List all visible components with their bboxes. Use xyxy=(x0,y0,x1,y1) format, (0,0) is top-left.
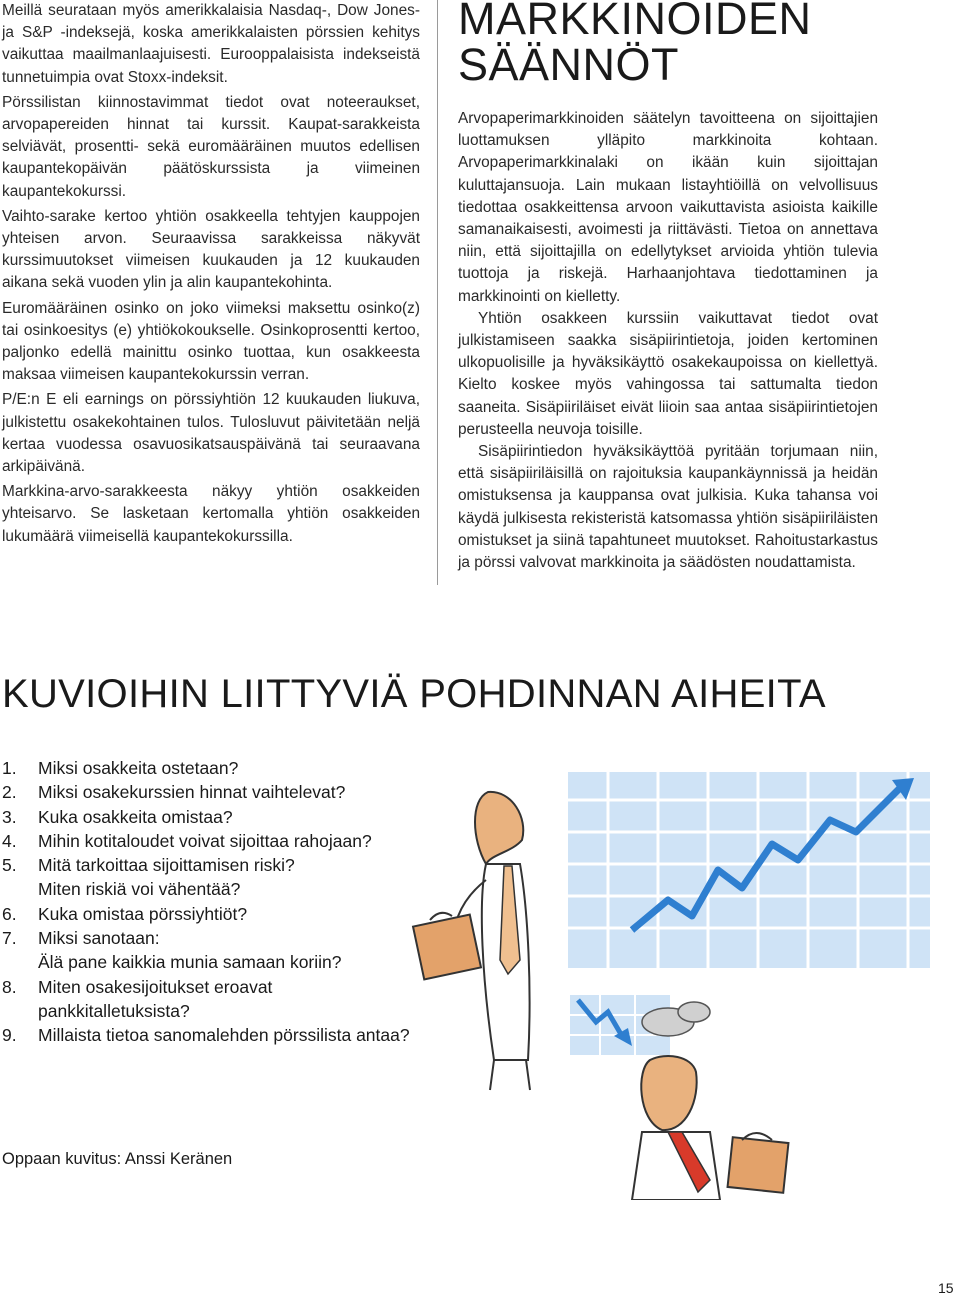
right-column-text xyxy=(458,0,878,574)
illustration-credit: Oppaan kuvitus: Anssi Keränen xyxy=(2,1150,233,1168)
list-item: 6. Kuka omistaa pörssiyhtiöt? xyxy=(2,903,248,924)
paragraph: Arvopaperimarkkinoiden säätelyn tavoitteena on sijoittajien luottamuksen ylläpito markkinoita kohtaan. Arvopaperimarkkinalaki on ikään kuin sijoittajan kuluttajansuoja. Lain mukaan listayhtiöillä on velvollisuus tiedottaa osakkeittensa arvoon vaikuttavista asioista kaikille samanaikaisesti, avoimesti ja riittävästi. Tietoa on annettava niin, että sijoittajilla on edellytykset arvioida yhtiön tulevia tuottoja ja riskejä. Harhaanjohtava tiedottaminen ja markkinointi on kielletty. xyxy=(458,110,878,305)
list-item-continuation: pankkitalletuksista? xyxy=(38,1000,190,1021)
section-title-line-1: MARKKINOIDEN xyxy=(458,0,812,44)
list-item: 9. Millaista tietoa sanomalehden pörssilista antaa? xyxy=(2,1025,410,1046)
paragraph: Euromääräinen osinko on joko viimeksi maksettu osinko(z) tai osinkoesitys (e) yhtiökokoukselle. Osinkoprosentti kertoo, paljonko edellä mainittu osinko tuottaa, kun osakkeesta maksaa viimeisen kaupantekokurssin verran. xyxy=(2,299,420,384)
paragraph: Yhtiön osakkeen kurssiin vaikuttavat tiedot ovat julkistamiseen saakka sisäpiirintietoja, joiden kertominen ulkopuolisille ja hyväksikäyttö osakekaupoissa on kiellettyä. Kielto koskee myös vahingossa tai sattumalta tiedon saaneita. Sisäpiiriläiset eivät liioin saa antaa sisäpiirintietojen perusteella neuvoja toisille. xyxy=(458,309,878,438)
section-title xyxy=(458,0,878,88)
list-item: 1. Miksi osakkeita ostetaan? xyxy=(2,758,239,778)
investors-illustration xyxy=(400,760,940,1200)
paragraph: P/E:n E eli earnings on pörssiyhtiön 12 kuukauden liukuva, julkistettu osakekohtainen tulos. Tulosluvut päivitetään neljä kertaa vuodessa osavuosikatsauspäivänä tai seuraavana arkipäivänä. xyxy=(2,391,420,476)
list-item: 4. Mihin kotitaloudet voivat sijoittaa rahojaan? xyxy=(2,830,372,851)
list-item: 7. Miksi sanotaan: xyxy=(2,928,160,949)
paragraph: Markkina-arvo-sarakkeesta näkyy yhtiön osakkeiden yhteisarvo. Se lasketaan kertomalla yhtiön osakkeiden lukumäärä viimeisellä kaupantekokurssilla. xyxy=(2,483,420,545)
section-title-line-2: SÄÄNNÖT xyxy=(458,39,680,90)
paragraph: Meillä seurataan myös amerikkalaisia Nasdaq-, Dow Jones- ja S&P -indeksejä, koska amerikkalaisten pörssien kehitys vaikuttaa maailmanlaajuisesti. Eurooppalaisista indekseistä tunnetuimpia ovat Stoxx-indeksit. xyxy=(2,2,420,86)
worried-investor-figure xyxy=(632,1002,788,1200)
list-item: 5. Mitä tarkoittaa sijoittamisen riski? xyxy=(2,855,295,876)
list-item-continuation: Miten riskiä voi vähentää? xyxy=(38,879,241,900)
list-item-continuation: Älä pane kaikkia munia samaan koriin? xyxy=(38,952,342,973)
paragraph: Pörssilistan kiinnostavimmat tiedot ovat noteeraukset, arvopapereiden hinnat tai kurssit. Kaupat-sarakkeista selviävät, prosentti- sekä euromääräinen muutos edellisen kaupantekopäivän päätöskurssista ja viimeinen kaupantekokurssi. xyxy=(2,93,420,200)
questions-heading: KUVIOIHIN LIITTYVIÄ POHDINNAN AIHEITA xyxy=(2,672,826,716)
happy-investor-figure xyxy=(413,792,530,1090)
paragraph: Vaihto-sarake kertoo yhtiön osakkeella tehtyjen kauppojen yhteisen arvon. Seuraavissa sarakkeissa näkyvät kurssimuutokset viimeisen kuukauden ja 12 kuukauden aikana sekä vuoden ylin ja alin kaupantekohinta. xyxy=(2,207,420,292)
list-item: 3. Kuka osakkeita omistaa? xyxy=(2,806,233,827)
paragraph: Sisäpiirintiedon hyväksikäyttöä pyritään torjumaan niin, että sisäpiiriläisillä on rajoituksia kaupankäynnissä ja heidän omistuksensa ja kauppansa ovat julkisia. Kuka tahansa voi käydä julkisesta rekisteristä katsomassa yhtiön sisäpiiriläisten omistukset ja siinä tapahtuneet muutokset. Rahoitustarkastus ja pörssi valvovat markkinoita ja säädösten noudattamista. xyxy=(458,443,878,572)
questions-list xyxy=(2,756,410,1048)
list-item: 8. Miten osakesijoitukset eroavat xyxy=(2,976,273,997)
rising-chart-board xyxy=(568,772,930,968)
column-divider xyxy=(437,0,438,585)
page-number: 15 xyxy=(938,1280,954,1296)
left-column-text xyxy=(2,0,420,551)
list-item: 2. Miksi osakekurssien hinnat vaihtelevat? xyxy=(2,782,346,803)
